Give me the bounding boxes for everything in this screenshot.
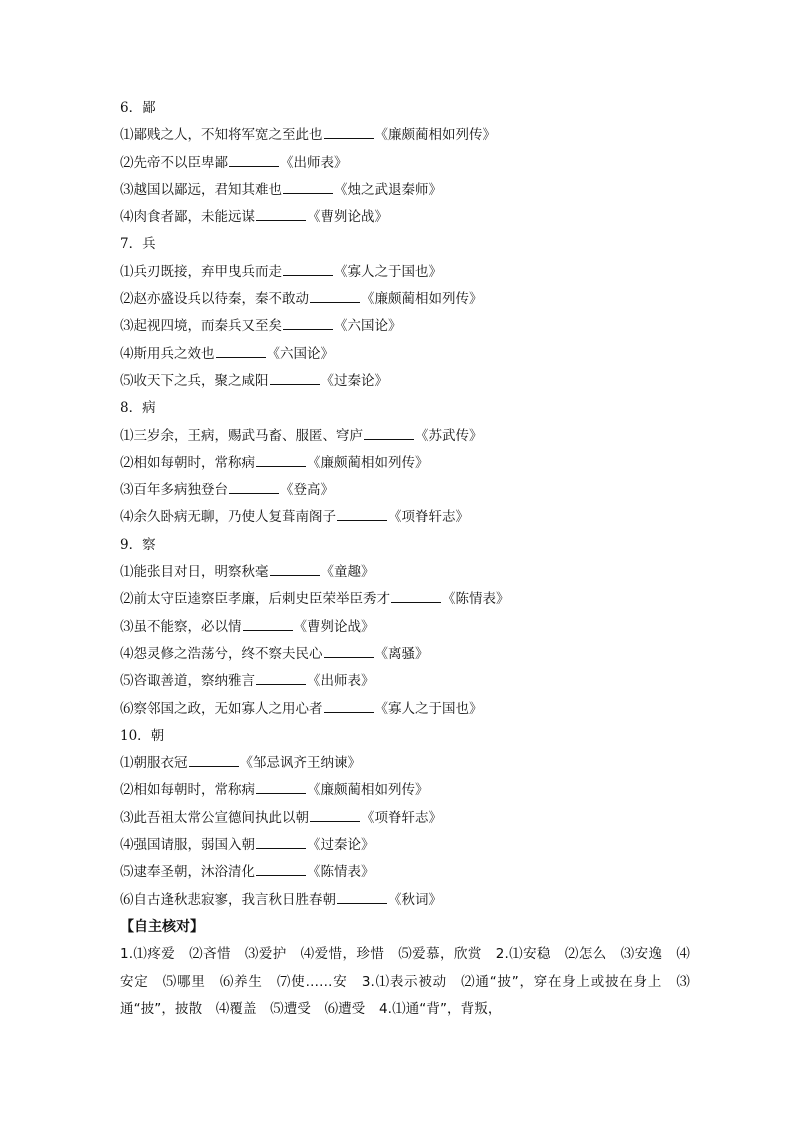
item-source: 《曹刿论战》: [307, 209, 388, 226]
item-source: 《烛之武退秦师》: [334, 181, 442, 198]
answer-blank: [391, 588, 441, 603]
answer-blank: [256, 779, 306, 794]
item-text: ⑷强国请服，弱国入朝: [120, 837, 255, 854]
item-source: 《项脊轩志》: [388, 509, 469, 526]
item-text: ⑶百年多病独登台: [120, 482, 228, 499]
item-text: ⑴能张目对日，明察秋毫: [120, 564, 269, 581]
exercise-item: [120, 423, 690, 450]
exercise-item: [120, 777, 690, 804]
item-source: 《陈情表》: [442, 591, 510, 608]
exercise-item: [120, 832, 690, 859]
item-source: 《出师表》: [307, 673, 375, 690]
item-text: ⑴鄙贱之人，不知将军宽之至此也: [120, 127, 323, 144]
item-text: ⑹察邻国之政，无如寡人之用心者: [120, 700, 323, 717]
exercise-item: [120, 696, 690, 723]
item-text: ⑵赵亦盛设兵以待秦，秦不敢动: [120, 291, 309, 308]
item-text: ⑶虽不能察，必以情: [120, 618, 242, 635]
exercise-item: [120, 259, 690, 286]
section-heading: 9．察: [120, 536, 156, 553]
item-source: 《廉颇蔺相如列传》: [307, 782, 429, 799]
answer-blank: [229, 479, 279, 494]
answer-blank: [189, 752, 239, 767]
item-text: ⑶越国以鄙远，君知其难也: [120, 181, 282, 198]
item-source: 《登高》: [280, 482, 334, 499]
item-source: 《六国论》: [334, 318, 402, 335]
item-source: 《寡人之于国也》: [374, 700, 483, 717]
exercise-item: [120, 122, 690, 149]
section-heading: 10．朝: [120, 727, 165, 744]
item-text: ⑷斯用兵之效也: [120, 345, 215, 362]
answer-blank: [310, 288, 360, 303]
answer-blank: [256, 670, 306, 685]
item-source: 《离骚》: [374, 645, 429, 662]
answer-blank: [243, 616, 293, 631]
item-source: 《廉颇蔺相如列传》: [374, 127, 496, 144]
item-source: 《过秦论》: [307, 837, 375, 854]
item-source: 《项脊轩志》: [361, 809, 442, 826]
exercise-item: [120, 368, 690, 395]
item-source: 《陈情表》: [307, 864, 375, 881]
answer-blank: [337, 889, 387, 904]
answer-blank: [337, 506, 387, 521]
item-source: 《曹刿论战》: [293, 618, 375, 635]
section-heading: 8．病: [120, 400, 156, 417]
answer-blank: [283, 315, 333, 330]
item-text: ⑴兵刃既接，弃甲曳兵而走: [120, 263, 282, 280]
answer-blank: [270, 561, 320, 576]
answer-blank: [256, 834, 306, 849]
item-source: 《童趣》: [320, 564, 375, 581]
item-text: ⑴朝服衣冠: [120, 755, 188, 772]
item-source: 《苏武传》: [415, 427, 483, 444]
answer-blank: [270, 370, 320, 385]
item-text: ⑵先帝不以臣卑鄙: [120, 154, 228, 171]
exercise-item: [120, 614, 690, 641]
answer-blank: [324, 643, 374, 658]
item-text: ⑶起视四境，而秦兵又至矣: [120, 318, 282, 335]
exercise-item: [120, 887, 690, 914]
exercise-item: [120, 313, 690, 340]
exercise-item: [120, 805, 690, 832]
section-heading: 7．兵: [120, 236, 156, 253]
exercise-content: [120, 95, 690, 1023]
exercise-item: [120, 559, 690, 586]
item-text: ⑸逮奉圣朝，沐浴清化: [120, 864, 255, 881]
item-source: 《寡人之于国也》: [334, 263, 442, 280]
answer-blank: [364, 425, 414, 440]
item-text: ⑸咨诹善道，察纳雅言: [120, 673, 255, 690]
item-source: 《廉颇蔺相如列传》: [307, 454, 429, 471]
item-text: ⑴三岁余，王病，赐武马畜、服匿、穹庐: [120, 427, 363, 444]
item-source: 《六国论》: [266, 345, 334, 362]
section-heading: 6．鄙: [120, 100, 156, 116]
item-text: ⑵相如每朝时，常称病: [120, 454, 255, 471]
item-text: ⑵前太守臣逵察臣孝廉，后刺史臣荣举臣秀才: [120, 591, 390, 608]
exercise-item: [120, 504, 690, 531]
item-text: ⑷怨灵修之浩荡兮，终不察夫民心: [120, 645, 323, 662]
answer-blank: [310, 807, 360, 822]
answer-blank: [256, 861, 306, 876]
exercise-item: [120, 450, 690, 477]
exercise-item: [120, 341, 690, 368]
item-source: 《邹忌讽齐王纳谏》: [239, 755, 361, 772]
answer-blank: [216, 343, 266, 358]
exercise-item: [120, 477, 690, 504]
item-text: ⑵相如每朝时，常称病: [120, 782, 255, 799]
answer-text: 1.⑴疼爱 ⑵吝惜 ⑶爱护 ⑷爱惜，珍惜 ⑸爱慕，欣赏 2.⑴安稳 ⑵怎么 ⑶安逸 ⑷安定 ⑸哪里 ⑹养生 ⑺使……安 3.⑴表示被动 ⑵通“披”，穿在身上或披在身上 ⑶通“披”，披散 ⑷覆盖 ⑸遭受 ⑹遭受 4.⑴通“背”，背叛，: [120, 946, 690, 1017]
item-source: 《秋词》: [388, 891, 442, 908]
exercise-item: [120, 668, 690, 695]
answer-blank: [256, 206, 306, 221]
item-source: 《廉颇蔺相如列传》: [361, 291, 483, 308]
answer-heading: 【自主核对】: [120, 918, 204, 935]
exercise-item: [120, 150, 690, 177]
answer-blank: [256, 452, 306, 467]
answer-blank: [229, 152, 279, 167]
item-source: 《出师表》: [280, 154, 348, 171]
exercise-item: [120, 859, 690, 886]
item-text: ⑶此吾祖太常公宣德间执此以朝: [120, 809, 309, 826]
answer-blank: [324, 698, 374, 713]
answer-blank: [283, 179, 333, 194]
exercise-item: [120, 177, 690, 204]
exercise-item: [120, 286, 690, 313]
exercise-item: [120, 586, 690, 613]
item-text: ⑸收天下之兵，聚之咸阳: [120, 372, 269, 389]
item-text: ⑹自古逢秋悲寂寥，我言秋日胜春朝: [120, 891, 336, 908]
item-text: ⑷余久卧病无聊，乃使人复葺南阁子: [120, 509, 336, 526]
exercise-item: [120, 750, 690, 777]
item-text: ⑷肉食者鄙，未能远谋: [120, 209, 255, 226]
exercise-item: [120, 204, 690, 231]
exercise-item: [120, 641, 690, 668]
answer-blank: [283, 261, 333, 276]
answer-blank: [324, 124, 374, 139]
item-source: 《过秦论》: [320, 372, 388, 389]
